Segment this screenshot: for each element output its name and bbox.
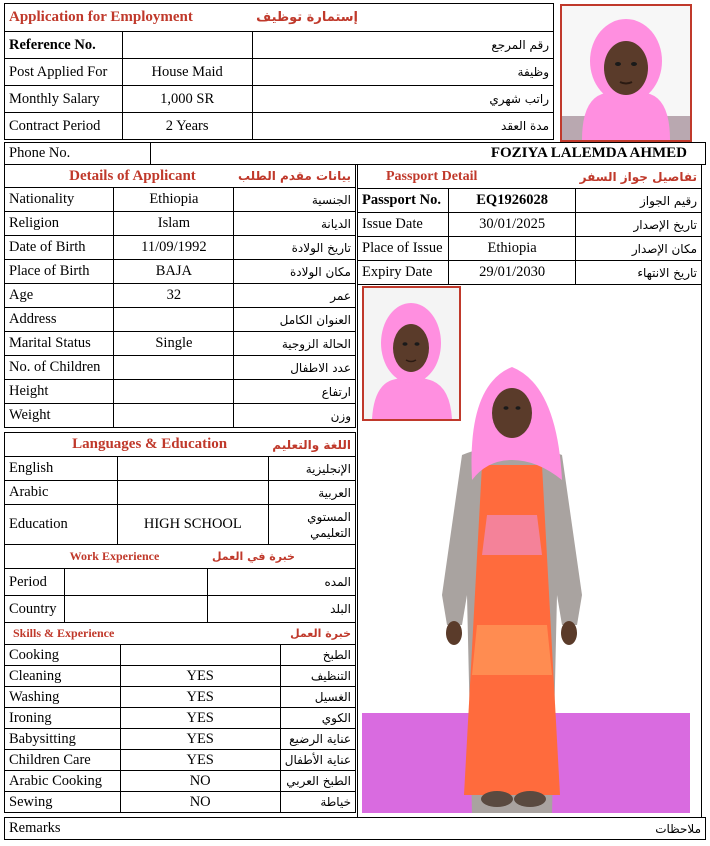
religion-value: Islam	[114, 212, 234, 236]
dob-value: 11/09/1992	[114, 236, 234, 260]
sewing-value: NO	[120, 792, 280, 813]
weight-ar: وزن	[234, 404, 356, 428]
height-value	[114, 380, 234, 404]
issue-place-ar: مكان الإصدار	[576, 237, 702, 261]
marital-label: Marital Status	[5, 332, 114, 356]
height-ar: ارتفاع	[234, 380, 356, 404]
work-table	[4, 544, 356, 623]
cooking-ar: الطبخ	[280, 645, 355, 666]
nationality-value: Ethiopia	[114, 188, 234, 212]
dob-label: Date of Birth	[5, 236, 114, 260]
education-label: Education	[5, 505, 118, 545]
ironing-label: Ironing	[5, 708, 121, 729]
expiry-label: Expiry Date	[358, 261, 449, 285]
arabic-label: Arabic	[5, 481, 118, 505]
childcare-label: Children Care	[5, 750, 121, 771]
dob-ar: تاريخ الولادة	[234, 236, 356, 260]
salary-ar: راتب شهري	[252, 86, 553, 113]
weight-value	[114, 404, 234, 428]
skills-table	[4, 622, 356, 813]
nationality-label: Nationality	[5, 188, 114, 212]
title-ar: إستمارة توظيف	[252, 4, 553, 32]
applicant-title-en: Details of Applicant	[5, 165, 234, 188]
religion-ar: الديانة	[234, 212, 356, 236]
passport-no-value: EQ1926028	[449, 189, 576, 213]
phone-label: Phone No.	[5, 143, 151, 165]
childcare-value: YES	[120, 750, 280, 771]
address-label: Address	[5, 308, 114, 332]
english-label: English	[5, 457, 118, 481]
washing-label: Washing	[5, 687, 121, 708]
expiry-value: 29/01/2030	[449, 261, 576, 285]
babysitting-ar: عناية الرضيع	[280, 729, 355, 750]
period-label: Period	[5, 569, 65, 596]
passport-no-label: Passport No.	[358, 189, 449, 213]
children-value	[114, 356, 234, 380]
applicant-name: FOZIYA LALEMDA AHMED	[150, 143, 705, 165]
arabic-cooking-label: Arabic Cooking	[5, 771, 121, 792]
expiry-ar: تاريخ الانتهاء	[576, 261, 702, 285]
work-title-ar: خبرة في العمل	[208, 545, 356, 569]
childcare-ar: عناية الأطفال	[280, 750, 355, 771]
babysitting-value: YES	[120, 729, 280, 750]
headshot-photo	[560, 4, 692, 142]
arabic-ar: العربية	[268, 481, 355, 505]
arabic-value	[117, 481, 268, 505]
period-ar: المده	[208, 569, 356, 596]
cooking-label: Cooking	[5, 645, 121, 666]
country-ar: البلد	[208, 596, 356, 623]
washing-ar: الغسيل	[280, 687, 355, 708]
issue-date-value: 30/01/2025	[449, 213, 576, 237]
cooking-value	[120, 645, 280, 666]
cleaning-ar: التنظيف	[280, 666, 355, 687]
religion-label: Religion	[5, 212, 114, 236]
cleaning-value: YES	[120, 666, 280, 687]
country-value	[64, 596, 208, 623]
issue-date-label: Issue Date	[358, 213, 449, 237]
marital-value: Single	[114, 332, 234, 356]
pob-label: Place of Birth	[5, 260, 114, 284]
country-label: Country	[5, 596, 65, 623]
issue-place-label: Place of Issue	[358, 237, 449, 261]
passport-title-en: Passport Detail	[358, 165, 576, 189]
post-ar: وظيفة	[252, 59, 553, 86]
contract-ar: مدة العقد	[252, 113, 553, 140]
arabic-cooking-value: NO	[120, 771, 280, 792]
height-label: Height	[5, 380, 114, 404]
sewing-ar: خياطة	[280, 792, 355, 813]
skills-title-en: Skills & Experience	[5, 623, 281, 645]
remarks-row	[4, 817, 706, 840]
title-en: Application for Employment	[5, 4, 253, 32]
reference-label: Reference No.	[5, 32, 123, 59]
salary-value: 1,000 SR	[122, 86, 252, 113]
remarks-label: Remarks	[5, 818, 355, 840]
sewing-label: Sewing	[5, 792, 121, 813]
children-label: No. of Children	[5, 356, 114, 380]
passport-title-ar: تفاصيل جواز السفر	[576, 165, 702, 189]
remarks-ar: ملاحظات	[354, 818, 706, 840]
arabic-cooking-ar: الطبخ العربي	[280, 771, 355, 792]
languages-title-ar: اللغة والتعليم	[268, 433, 355, 457]
washing-value: YES	[120, 687, 280, 708]
languages-table	[4, 432, 356, 545]
skills-title-ar: خبرة العمل	[280, 623, 355, 645]
period-value	[64, 569, 208, 596]
ironing-ar: الكوي	[280, 708, 355, 729]
reference-ar: رقم المرجع	[252, 32, 553, 59]
address-value	[114, 308, 234, 332]
address-ar: العنوان الكامل	[234, 308, 356, 332]
weight-label: Weight	[5, 404, 114, 428]
issue-place-value: Ethiopia	[449, 237, 576, 261]
contract-label: Contract Period	[5, 113, 123, 140]
babysitting-label: Babysitting	[5, 729, 121, 750]
salary-label: Monthly Salary	[5, 86, 123, 113]
contract-value: 2 Years	[122, 113, 252, 140]
header-table	[4, 3, 554, 140]
issue-date-ar: تاريخ الإصدار	[576, 213, 702, 237]
reference-value	[122, 32, 252, 59]
marital-ar: الحالة الزوجية	[234, 332, 356, 356]
pob-ar: مكان الولادة	[234, 260, 356, 284]
cleaning-label: Cleaning	[5, 666, 121, 687]
full-body-photo	[362, 295, 690, 813]
education-value: HIGH SCHOOL	[117, 505, 268, 545]
pob-value: BAJA	[114, 260, 234, 284]
english-ar: الإنجليزية	[268, 457, 355, 481]
passport-table	[357, 164, 702, 285]
work-title-en: Work Experience	[5, 545, 208, 569]
applicant-table	[4, 164, 356, 428]
children-ar: عدد الاطفال	[234, 356, 356, 380]
languages-title-en: Languages & Education	[5, 433, 269, 457]
education-ar: المستوي التعليمي	[268, 505, 355, 545]
age-label: Age	[5, 284, 114, 308]
age-value: 32	[114, 284, 234, 308]
phone-row	[4, 142, 706, 165]
post-value: House Maid	[122, 59, 252, 86]
post-label: Post Applied For	[5, 59, 123, 86]
ironing-value: YES	[120, 708, 280, 729]
passport-no-ar: رقيم الجواز	[576, 189, 702, 213]
age-ar: عمر	[234, 284, 356, 308]
nationality-ar: الجنسية	[234, 188, 356, 212]
applicant-title-ar: بيانات مقدم الطلب	[234, 165, 356, 188]
english-value	[117, 457, 268, 481]
